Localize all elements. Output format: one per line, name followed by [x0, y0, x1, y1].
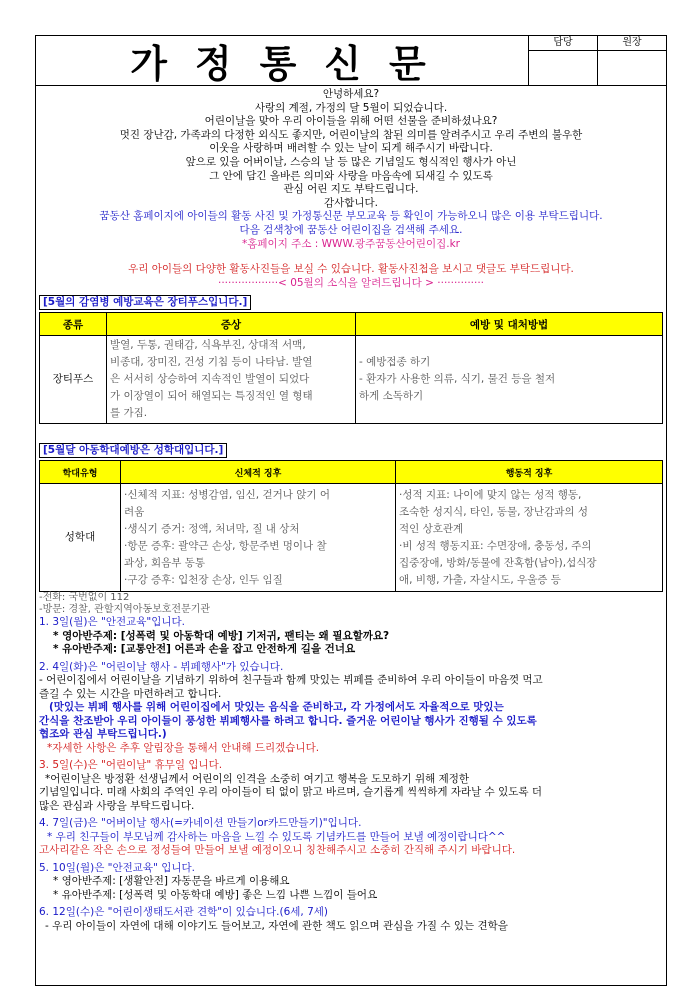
behavioral-line: 집중장애, 방화/동물에 잔혹함(남아),섭식장	[399, 556, 597, 569]
item-line: - 우리 아이들이 자연에 대해 이야기도 들어보고, 자연에 관한 책도 읽으며 관심을 가질 수 있는 견학을	[45, 919, 508, 932]
item-line: - 어린이집에서 어린이날을 기념하기 위하여 친구들과 함께 맛있는 뷔페를 준비하여 우리 아이들이 마음껏 먹고	[39, 674, 543, 687]
infection-table	[39, 312, 663, 424]
greeting	[36, 88, 666, 290]
greeting-line: 앞으로 있을 어버이날, 스승의 날 등 많은 기념일도 형식적인 행사가 아닌	[185, 155, 517, 168]
item-title: 3. 5일(수)은 "어린이날" 휴무일 입니다.	[39, 759, 223, 772]
greeting-line: 사랑의 계절, 가정의 달 5월이 되었습니다.	[254, 101, 448, 114]
prevention-line: 하게 소독하기	[359, 390, 424, 403]
greeting-line: 멋진 장난감, 가족과의 다정한 외식도 좋지만, 어린이날의 참된 의미를 알려주시고 우리 주변의 불우한	[119, 128, 583, 141]
monthly-news-banner: ··················< 05월의 소식을 알려드립니다 > ··············	[217, 276, 485, 289]
abuse-table	[39, 460, 663, 592]
contacts	[36, 592, 666, 616]
col-header: 종류	[40, 313, 107, 336]
contact-line: -전화: 국번없이 112	[39, 592, 130, 604]
physical-signs-cell	[121, 484, 396, 592]
behavioral-line: ·성적 지표: 나이에 맞지 않는 성적 행동,	[399, 488, 582, 501]
col-header: 행동적 징후	[396, 461, 663, 484]
prevention-cell	[356, 336, 663, 424]
physical-line: ·생식기 증거: 정액, 처녀막, 질 내 상처	[124, 522, 300, 535]
symptom-line: 발열, 두통, 권태감, 식욕부진, 상대적 서맥,	[110, 339, 306, 352]
disease-name: 장티푸스	[40, 336, 107, 424]
greeting-line: 그 안에 담긴 올바른 의미와 사랑을 마음속에 되새길 수 있도록	[209, 169, 493, 182]
behavioral-line: 조숙한 성지식, 타인, 동물, 장난감과의 성	[399, 505, 588, 518]
symptoms-cell	[107, 336, 356, 424]
physical-line: 려움	[124, 505, 145, 518]
homepage-address[interactable]: *홈페이지 주소 : WWW.광주꿈동산어린이집.kr	[242, 237, 460, 250]
item-title: 1. 3일(월)은 "안전교육"입니다.	[39, 616, 185, 629]
physical-line: 과상, 회음부 동통	[124, 556, 206, 569]
physical-line: ·구강 증후: 입천장 손상, 인두 임질	[124, 573, 283, 586]
item-title: 4. 7일(금)은 "어버이날 행사(=카네이션 만들기or카드만들기)"입니다.	[39, 817, 362, 830]
symptom-line: 비종대, 장미진, 건성 기침 등이 나타남. 발열	[110, 356, 313, 369]
physical-line: ·항문 증후: 괄약근 손상, 항문주변 멍이나 찰	[124, 539, 327, 552]
physical-line: ·신체적 지표: 성병감염, 임신, 걷거나 앉기 어	[124, 488, 331, 501]
homepage-line: 다음 검색창에 꿈동산 어린이집을 검색해 주세요.	[239, 223, 463, 236]
infection-heading: [5월의 감염병 예방교육은 장티푸스입니다.]	[39, 295, 251, 310]
item-line: 간식을 찬조받아 우리 아이들이 풍성한 뷔페행사를 하려고 합니다. 즐거운 어린이날 행사가 진행될 수 있도록	[39, 714, 537, 727]
approval-box	[528, 36, 666, 85]
schedule-item-4	[36, 817, 666, 858]
schedule-item-5	[36, 862, 666, 903]
col-header: 증상	[107, 313, 356, 336]
behavioral-line: 애, 비행, 가출, 자살시도, 우울증 등	[399, 573, 561, 586]
item-line: 기념일입니다. 미래 사회의 주역인 우리 아이들이 티 없이 맑고 바르며, 슬기롭게 씩씩하게 자라날 수 있도록 더	[39, 786, 543, 799]
prevention-line: - 예방접종 하기	[359, 356, 431, 369]
greeting-line: 이웃을 사랑하며 배려할 수 있는 날이 되게 해주시기 바랍니다.	[209, 142, 493, 155]
item-line: (맛있는 뷔페 행사를 위해 어린이집에서 맛있는 음식을 준비하고, 각 가정에서도 자율적으로 맛있는	[49, 701, 504, 714]
item-line: 많은 관심과 사랑을 부탁드립니다.	[39, 799, 195, 812]
item-line: 고사리같은 작은 손으로 정성들여 만들어 보낼 예정이오니 칭찬해주시고 소중히 간직해 주시기 바랍니다.	[39, 844, 516, 857]
item-line: * 영아반주제: [생활안전] 자동문을 바르게 이용해요	[53, 875, 290, 888]
item-title: 2. 4일(화)은 "어린이날 행사 - 뷔페행사"가 있습니다.	[39, 660, 284, 673]
schedule-item-3	[36, 759, 666, 813]
abuse-heading: [5월달 아동학대예방은 성학대입니다.]	[39, 443, 227, 458]
symptom-line: 를 가짐.	[110, 407, 148, 420]
item-title: 6. 12일(수)은 "어린이생태도서관 견학"이 있습니다.(6세, 7세)	[39, 906, 329, 919]
item-line: * 우리 친구들이 부모님께 감사하는 마음을 느낄 수 있도록 기념카드를 만들어 보낼 예정이랍니다^^	[47, 830, 506, 843]
symptom-line: 가 이장열이 되어 해열되는 특징적인 열 형태	[110, 390, 313, 403]
item-line: 즐길 수 있는 시간을 마련하려고 합니다.	[39, 687, 222, 700]
item-line: * 영아반주제: [성폭력 및 아동학대 예방] 기저귀, 팬티는 왜 필요할까요?	[53, 629, 390, 642]
schedule-item-6	[36, 906, 666, 933]
photo-notice: 우리 아이들의 다양한 활동사진들을 보실 수 있습니다. 활동사진첩을 보시고 댓글도 부탁드립니다.	[128, 263, 574, 276]
behavioral-line: ·비 성적 행동지표: 수면장애, 충동성, 주의	[399, 539, 592, 552]
header	[36, 36, 666, 86]
item-line: * 유아반주제: [교통안전] 어른과 손을 잡고 안전하게 길을 건너요	[53, 643, 356, 656]
col-header: 신체적 징후	[121, 461, 396, 484]
behavioral-line: 적인 상호관계	[399, 522, 464, 535]
col-header: 예방 및 대처방법	[356, 313, 663, 336]
symptom-line: 은 서서히 상승하여 지속적인 발열이 되었다	[110, 373, 310, 386]
greeting-line: 안녕하세요?	[322, 88, 380, 100]
homepage-line: 꿈동산 홈페이지에 아이들의 활동 사진 및 가정통신문 부모교육 등 확인이 가능하오니 많은 이용 부탁드립니다.	[99, 210, 603, 223]
greeting-line: 관심 어린 지도 부탁드립니다.	[283, 183, 419, 196]
approval-label-staff: 담당	[529, 36, 597, 51]
newsletter-page	[35, 35, 667, 986]
page-title: 가정통신문	[130, 42, 454, 86]
approval-label-director: 원장	[598, 36, 666, 51]
prevention-line: - 환자가 사용한 의류, 식기, 물건 등을 철저	[359, 373, 556, 386]
item-note: *자세한 사항은 추후 알림장을 통해서 안내해 드리겠습니다.	[47, 741, 320, 754]
item-line: 협조와 관심 부탁드립니다.)	[39, 728, 167, 741]
behavioral-signs-cell	[396, 484, 663, 592]
schedule-item-2	[36, 661, 666, 756]
col-header: 학대유형	[40, 461, 121, 484]
item-line: * 유아반주제: [성폭력 및 아동학대 예방] 좋은 느낌 나쁜 느낌이 들어요	[53, 888, 378, 901]
schedule-item-1	[36, 616, 666, 657]
greeting-line: 어린이날을 맞아 우리 아이들을 위해 어떤 선물을 준비하셨나요?	[204, 115, 498, 128]
greeting-line: 감사합니다.	[323, 196, 379, 209]
item-title: 5. 10일(월)은 "안전교육" 입니다.	[39, 861, 196, 874]
item-line: *어린이날은 방정환 선생님께서 어린이의 인격을 소중히 여기고 행복을 도모하기 위해 제정한	[45, 772, 470, 785]
abuse-type: 성학대	[40, 484, 121, 592]
contact-line: -방문: 경찰, 관할지역아동보호전문기관	[39, 604, 211, 616]
